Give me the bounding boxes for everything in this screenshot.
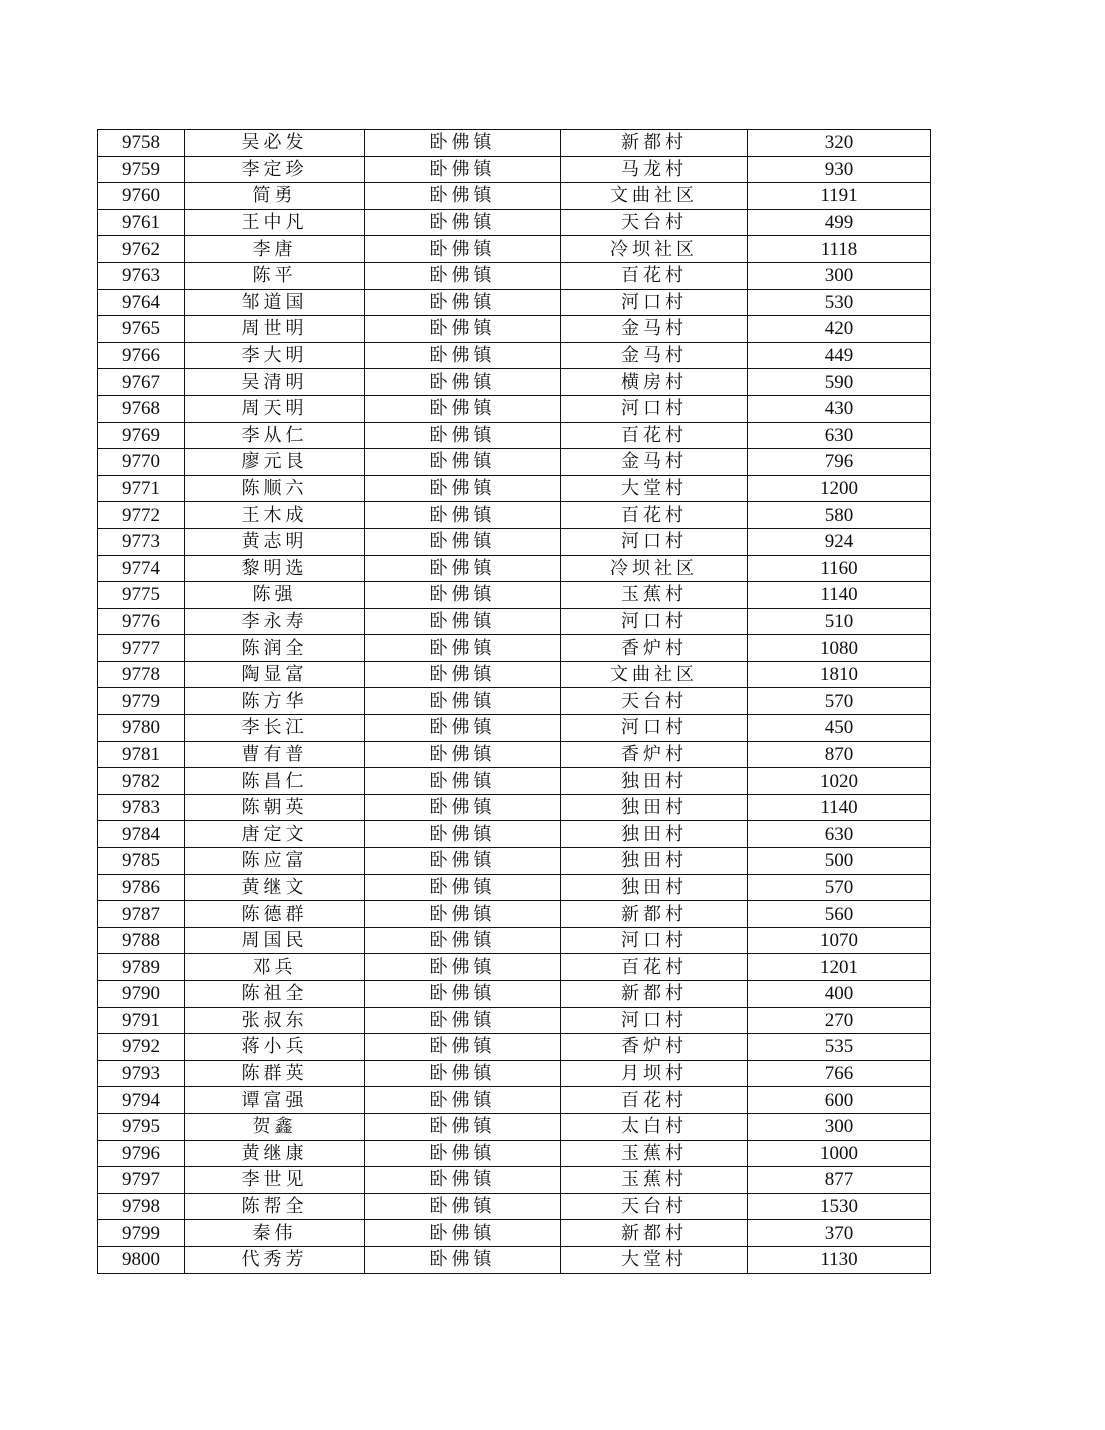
amount-cell: 370 [748, 1220, 931, 1247]
village-cell: 独田村 [561, 848, 748, 875]
name-cell: 邹道国 [185, 289, 365, 316]
village-cell: 文曲社区 [561, 183, 748, 210]
id-cell: 9761 [98, 209, 185, 236]
village-cell: 玉蕉村 [561, 582, 748, 609]
town-cell: 卧佛镇 [365, 635, 561, 662]
table-row [98, 848, 931, 875]
table-row [98, 369, 931, 396]
town-cell: 卧佛镇 [365, 1087, 561, 1114]
amount-cell: 1140 [748, 582, 931, 609]
amount-cell: 877 [748, 1167, 931, 1194]
amount-cell: 1130 [748, 1246, 931, 1273]
amount-cell: 570 [748, 688, 931, 715]
amount-cell: 1080 [748, 635, 931, 662]
table-row [98, 1007, 931, 1034]
table-row [98, 981, 931, 1008]
amount-cell: 530 [748, 289, 931, 316]
id-cell: 9771 [98, 475, 185, 502]
village-cell: 河口村 [561, 395, 748, 422]
village-cell: 天台村 [561, 688, 748, 715]
name-cell: 陈朝英 [185, 794, 365, 821]
id-cell: 9790 [98, 981, 185, 1008]
amount-cell: 570 [748, 874, 931, 901]
amount-cell: 1191 [748, 183, 931, 210]
town-cell: 卧佛镇 [365, 1007, 561, 1034]
village-cell: 新都村 [561, 130, 748, 157]
table-row [98, 262, 931, 289]
id-cell: 9798 [98, 1193, 185, 1220]
village-cell: 百花村 [561, 502, 748, 529]
table-row [98, 874, 931, 901]
village-cell: 河口村 [561, 1007, 748, 1034]
amount-cell: 400 [748, 981, 931, 1008]
name-cell: 邓兵 [185, 954, 365, 981]
name-cell: 王木成 [185, 502, 365, 529]
table-row [98, 1220, 931, 1247]
id-cell: 9789 [98, 954, 185, 981]
table-row [98, 183, 931, 210]
name-cell: 李唐 [185, 236, 365, 263]
id-cell: 9781 [98, 741, 185, 768]
table-row [98, 661, 931, 688]
table-row [98, 236, 931, 263]
town-cell: 卧佛镇 [365, 422, 561, 449]
amount-cell: 1530 [748, 1193, 931, 1220]
town-cell: 卧佛镇 [365, 1167, 561, 1194]
id-cell: 9793 [98, 1060, 185, 1087]
town-cell: 卧佛镇 [365, 1193, 561, 1220]
table-row [98, 422, 931, 449]
id-cell: 9786 [98, 874, 185, 901]
table-row [98, 821, 931, 848]
village-cell: 河口村 [561, 608, 748, 635]
village-cell: 新都村 [561, 981, 748, 1008]
table-row [98, 901, 931, 928]
village-cell: 金马村 [561, 342, 748, 369]
name-cell: 代秀芳 [185, 1246, 365, 1273]
id-cell: 9774 [98, 555, 185, 582]
village-cell: 独田村 [561, 874, 748, 901]
table-row [98, 528, 931, 555]
village-cell: 天台村 [561, 209, 748, 236]
name-cell: 李从仁 [185, 422, 365, 449]
town-cell: 卧佛镇 [365, 555, 561, 582]
amount-cell: 1140 [748, 794, 931, 821]
id-cell: 9766 [98, 342, 185, 369]
name-cell: 李大明 [185, 342, 365, 369]
town-cell: 卧佛镇 [365, 183, 561, 210]
town-cell: 卧佛镇 [365, 289, 561, 316]
id-cell: 9775 [98, 582, 185, 609]
table-row [98, 475, 931, 502]
village-cell: 金马村 [561, 449, 748, 476]
table-row [98, 582, 931, 609]
town-cell: 卧佛镇 [365, 848, 561, 875]
amount-cell: 930 [748, 156, 931, 183]
table-row [98, 1060, 931, 1087]
name-cell: 陈帮全 [185, 1193, 365, 1220]
village-cell: 新都村 [561, 901, 748, 928]
amount-cell: 590 [748, 369, 931, 396]
amount-cell: 449 [748, 342, 931, 369]
town-cell: 卧佛镇 [365, 874, 561, 901]
amount-cell: 1200 [748, 475, 931, 502]
table-row [98, 1113, 931, 1140]
name-cell: 秦伟 [185, 1220, 365, 1247]
name-cell: 陈润全 [185, 635, 365, 662]
id-cell: 9778 [98, 661, 185, 688]
village-cell: 百花村 [561, 262, 748, 289]
town-cell: 卧佛镇 [365, 1220, 561, 1247]
village-cell: 独田村 [561, 794, 748, 821]
amount-cell: 796 [748, 449, 931, 476]
village-cell: 冷坝社区 [561, 555, 748, 582]
amount-cell: 1160 [748, 555, 931, 582]
village-cell: 太白村 [561, 1113, 748, 1140]
table-row [98, 1034, 931, 1061]
village-cell: 大堂村 [561, 475, 748, 502]
town-cell: 卧佛镇 [365, 688, 561, 715]
table-row [98, 209, 931, 236]
town-cell: 卧佛镇 [365, 449, 561, 476]
village-cell: 河口村 [561, 715, 748, 742]
name-cell: 廖元艮 [185, 449, 365, 476]
village-cell: 河口村 [561, 289, 748, 316]
name-cell: 黄继康 [185, 1140, 365, 1167]
town-cell: 卧佛镇 [365, 715, 561, 742]
name-cell: 唐定文 [185, 821, 365, 848]
id-cell: 9769 [98, 422, 185, 449]
id-cell: 9788 [98, 927, 185, 954]
id-cell: 9765 [98, 316, 185, 343]
table-row [98, 1193, 931, 1220]
town-cell: 卧佛镇 [365, 1060, 561, 1087]
town-cell: 卧佛镇 [365, 661, 561, 688]
village-cell: 香炉村 [561, 635, 748, 662]
village-cell: 冷坝社区 [561, 236, 748, 263]
town-cell: 卧佛镇 [365, 981, 561, 1008]
amount-cell: 500 [748, 848, 931, 875]
table-row [98, 688, 931, 715]
name-cell: 曹有普 [185, 741, 365, 768]
village-cell: 马龙村 [561, 156, 748, 183]
table-row [98, 555, 931, 582]
id-cell: 9784 [98, 821, 185, 848]
town-cell: 卧佛镇 [365, 954, 561, 981]
name-cell: 陈德群 [185, 901, 365, 928]
town-cell: 卧佛镇 [365, 342, 561, 369]
id-cell: 9763 [98, 262, 185, 289]
town-cell: 卧佛镇 [365, 901, 561, 928]
village-cell: 独田村 [561, 821, 748, 848]
name-cell: 陈强 [185, 582, 365, 609]
town-cell: 卧佛镇 [365, 395, 561, 422]
amount-cell: 1118 [748, 236, 931, 263]
id-cell: 9767 [98, 369, 185, 396]
name-cell: 李定珍 [185, 156, 365, 183]
name-cell: 简勇 [185, 183, 365, 210]
town-cell: 卧佛镇 [365, 262, 561, 289]
village-cell: 天台村 [561, 1193, 748, 1220]
town-cell: 卧佛镇 [365, 741, 561, 768]
amount-cell: 924 [748, 528, 931, 555]
village-cell: 香炉村 [561, 741, 748, 768]
amount-cell: 870 [748, 741, 931, 768]
id-cell: 9779 [98, 688, 185, 715]
name-cell: 王中凡 [185, 209, 365, 236]
id-cell: 9800 [98, 1246, 185, 1273]
town-cell: 卧佛镇 [365, 1034, 561, 1061]
amount-cell: 560 [748, 901, 931, 928]
id-cell: 9772 [98, 502, 185, 529]
village-cell: 百花村 [561, 954, 748, 981]
town-cell: 卧佛镇 [365, 156, 561, 183]
village-cell: 河口村 [561, 528, 748, 555]
id-cell: 9783 [98, 794, 185, 821]
table-row [98, 502, 931, 529]
table-row [98, 794, 931, 821]
table-row [98, 395, 931, 422]
village-cell: 新都村 [561, 1220, 748, 1247]
table-row [98, 741, 931, 768]
amount-cell: 600 [748, 1087, 931, 1114]
table-row [98, 130, 931, 157]
town-cell: 卧佛镇 [365, 528, 561, 555]
table-row [98, 342, 931, 369]
amount-cell: 430 [748, 395, 931, 422]
id-cell: 9780 [98, 715, 185, 742]
table-row [98, 927, 931, 954]
table-row [98, 316, 931, 343]
name-cell: 蒋小兵 [185, 1034, 365, 1061]
town-cell: 卧佛镇 [365, 768, 561, 795]
name-cell: 黎明选 [185, 555, 365, 582]
id-cell: 9787 [98, 901, 185, 928]
name-cell: 陈昌仁 [185, 768, 365, 795]
name-cell: 谭富强 [185, 1087, 365, 1114]
id-cell: 9770 [98, 449, 185, 476]
table-row [98, 1087, 931, 1114]
name-cell: 张叔东 [185, 1007, 365, 1034]
amount-cell: 300 [748, 1113, 931, 1140]
village-cell: 百花村 [561, 422, 748, 449]
id-cell: 9760 [98, 183, 185, 210]
name-cell: 李永寿 [185, 608, 365, 635]
town-cell: 卧佛镇 [365, 794, 561, 821]
village-cell: 文曲社区 [561, 661, 748, 688]
town-cell: 卧佛镇 [365, 369, 561, 396]
id-cell: 9776 [98, 608, 185, 635]
village-cell: 香炉村 [561, 1034, 748, 1061]
village-cell: 横房村 [561, 369, 748, 396]
data-table [97, 129, 931, 1274]
name-cell: 黄志明 [185, 528, 365, 555]
amount-cell: 420 [748, 316, 931, 343]
name-cell: 周国民 [185, 927, 365, 954]
town-cell: 卧佛镇 [365, 608, 561, 635]
id-cell: 9799 [98, 1220, 185, 1247]
name-cell: 陶显富 [185, 661, 365, 688]
id-cell: 9782 [98, 768, 185, 795]
name-cell: 陈顺六 [185, 475, 365, 502]
name-cell: 周天明 [185, 395, 365, 422]
name-cell: 李长江 [185, 715, 365, 742]
table-row [98, 156, 931, 183]
table-row [98, 1140, 931, 1167]
table-row [98, 1246, 931, 1273]
id-cell: 9764 [98, 289, 185, 316]
table-row [98, 608, 931, 635]
town-cell: 卧佛镇 [365, 821, 561, 848]
village-cell: 百花村 [561, 1087, 748, 1114]
table-row [98, 635, 931, 662]
name-cell: 吴必发 [185, 130, 365, 157]
name-cell: 陈方华 [185, 688, 365, 715]
town-cell: 卧佛镇 [365, 316, 561, 343]
name-cell: 陈祖全 [185, 981, 365, 1008]
table-row [98, 768, 931, 795]
town-cell: 卧佛镇 [365, 1246, 561, 1273]
village-cell: 大堂村 [561, 1246, 748, 1273]
id-cell: 9792 [98, 1034, 185, 1061]
table-row [98, 289, 931, 316]
id-cell: 9791 [98, 1007, 185, 1034]
amount-cell: 535 [748, 1034, 931, 1061]
id-cell: 9785 [98, 848, 185, 875]
id-cell: 9768 [98, 395, 185, 422]
amount-cell: 1201 [748, 954, 931, 981]
name-cell: 陈群英 [185, 1060, 365, 1087]
town-cell: 卧佛镇 [365, 475, 561, 502]
village-cell: 玉蕉村 [561, 1140, 748, 1167]
amount-cell: 270 [748, 1007, 931, 1034]
amount-cell: 1810 [748, 661, 931, 688]
table-body [98, 130, 931, 1274]
name-cell: 李世见 [185, 1167, 365, 1194]
village-cell: 独田村 [561, 768, 748, 795]
amount-cell: 499 [748, 209, 931, 236]
id-cell: 9758 [98, 130, 185, 157]
amount-cell: 300 [748, 262, 931, 289]
village-cell: 河口村 [561, 927, 748, 954]
town-cell: 卧佛镇 [365, 582, 561, 609]
name-cell: 黄继文 [185, 874, 365, 901]
table-row [98, 1167, 931, 1194]
id-cell: 9759 [98, 156, 185, 183]
town-cell: 卧佛镇 [365, 130, 561, 157]
town-cell: 卧佛镇 [365, 1113, 561, 1140]
id-cell: 9796 [98, 1140, 185, 1167]
id-cell: 9797 [98, 1167, 185, 1194]
id-cell: 9777 [98, 635, 185, 662]
town-cell: 卧佛镇 [365, 927, 561, 954]
name-cell: 吴清明 [185, 369, 365, 396]
table-row [98, 715, 931, 742]
amount-cell: 766 [748, 1060, 931, 1087]
table-row [98, 449, 931, 476]
village-cell: 金马村 [561, 316, 748, 343]
town-cell: 卧佛镇 [365, 236, 561, 263]
name-cell: 周世明 [185, 316, 365, 343]
village-cell: 月坝村 [561, 1060, 748, 1087]
table-row [98, 954, 931, 981]
amount-cell: 450 [748, 715, 931, 742]
id-cell: 9762 [98, 236, 185, 263]
name-cell: 陈应富 [185, 848, 365, 875]
town-cell: 卧佛镇 [365, 1140, 561, 1167]
id-cell: 9795 [98, 1113, 185, 1140]
amount-cell: 580 [748, 502, 931, 529]
name-cell: 贺鑫 [185, 1113, 365, 1140]
amount-cell: 320 [748, 130, 931, 157]
village-cell: 玉蕉村 [561, 1167, 748, 1194]
name-cell: 陈平 [185, 262, 365, 289]
amount-cell: 510 [748, 608, 931, 635]
amount-cell: 1000 [748, 1140, 931, 1167]
town-cell: 卧佛镇 [365, 502, 561, 529]
amount-cell: 1070 [748, 927, 931, 954]
id-cell: 9773 [98, 528, 185, 555]
amount-cell: 1020 [748, 768, 931, 795]
town-cell: 卧佛镇 [365, 209, 561, 236]
amount-cell: 630 [748, 422, 931, 449]
amount-cell: 630 [748, 821, 931, 848]
id-cell: 9794 [98, 1087, 185, 1114]
